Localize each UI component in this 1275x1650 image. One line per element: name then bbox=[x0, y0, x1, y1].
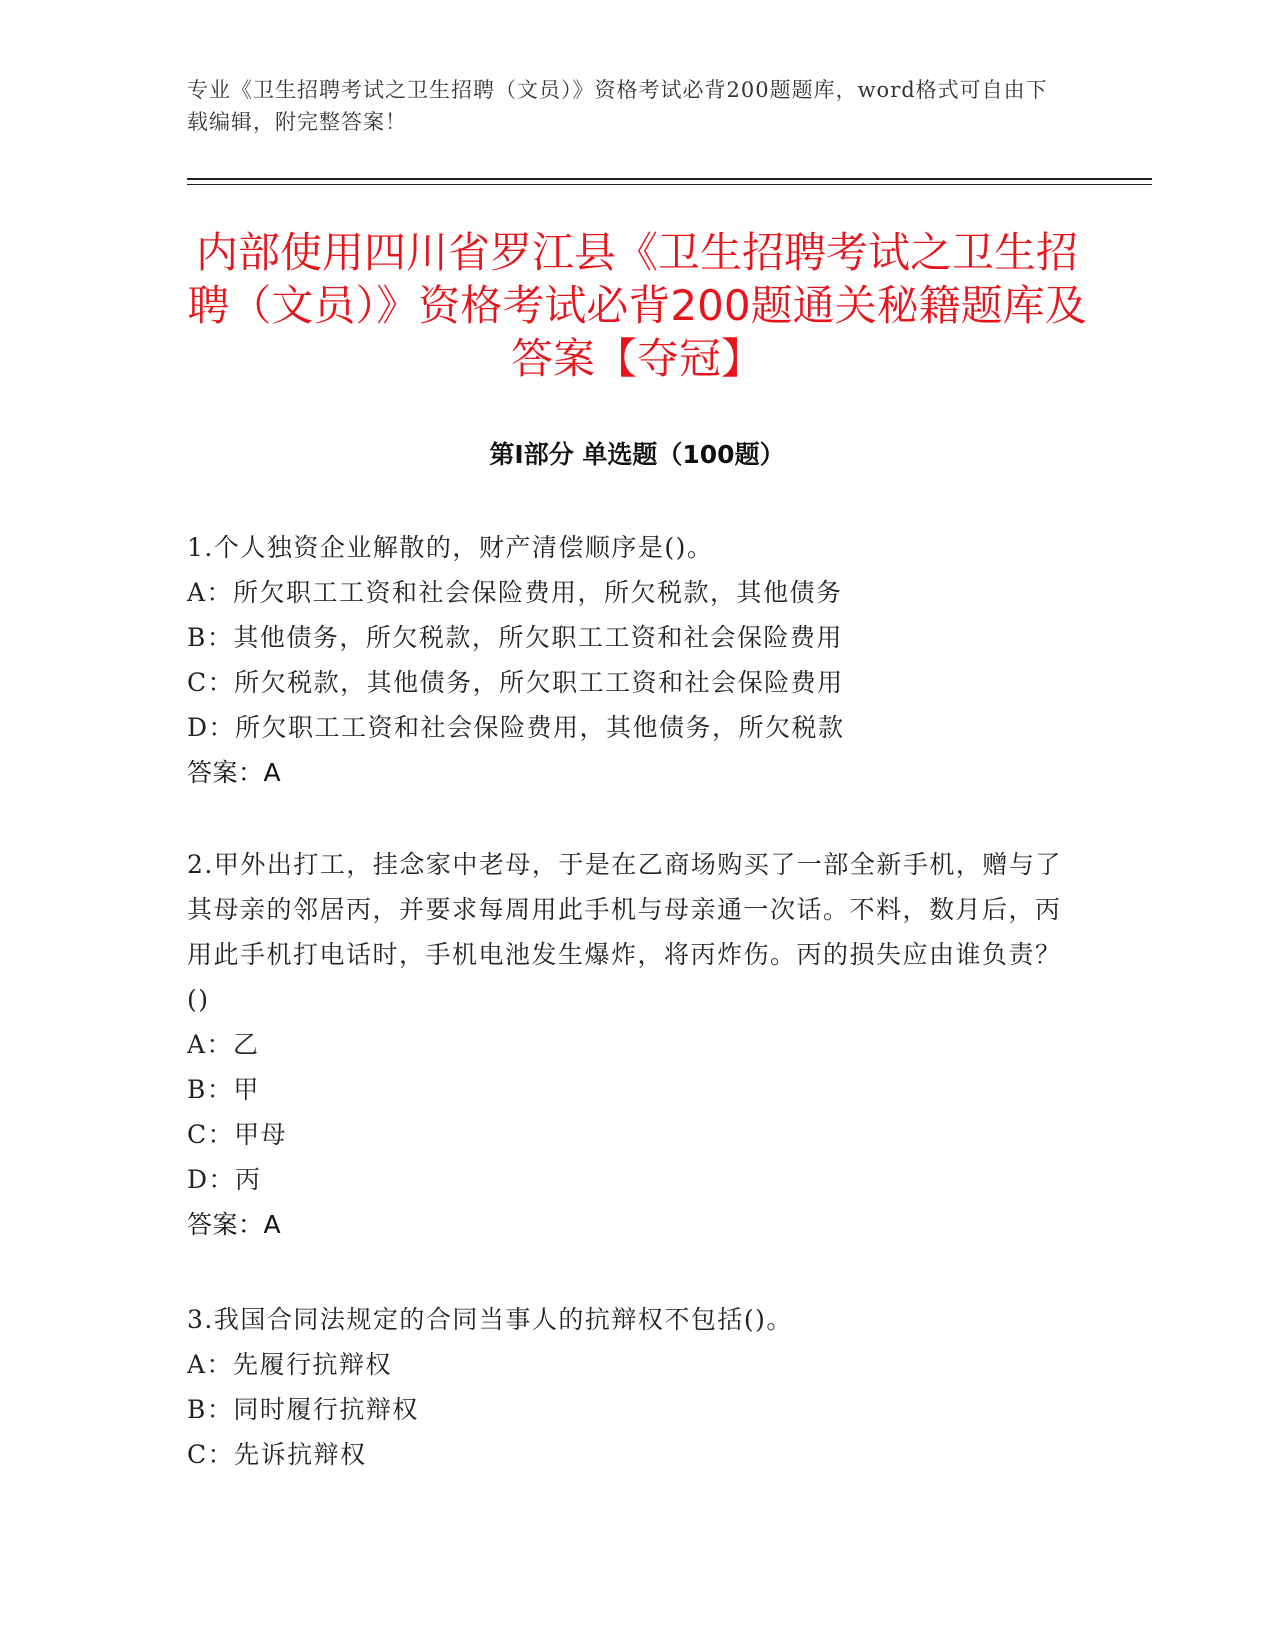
question-stem: 3.我国合同法规定的合同当事人的抗辩权不包括()。 bbox=[187, 1305, 793, 1334]
document-title: 内部使用四川省罗江县《卫生招聘考试之卫生招聘（文员）》资格考试必背200题通关秘籍题库及答案【夺冠】 bbox=[187, 228, 1087, 383]
header-divider-thick bbox=[187, 178, 1152, 180]
option-d: D：丙 bbox=[187, 1165, 262, 1194]
question-stem: 1.个人独资企业解散的，财产清偿顺序是()。 bbox=[187, 533, 714, 562]
option-c: C：先诉抗辩权 bbox=[187, 1440, 367, 1469]
option-a: A：乙 bbox=[187, 1030, 260, 1059]
question-2 bbox=[187, 842, 1067, 1247]
header-note: 专业《卫生招聘考试之卫生招聘（文员）》资格考试必背200题题库，word格式可自由下载编辑，附完整答案！ bbox=[187, 78, 1048, 134]
option-a: A：所欠职工工资和社会保险费用，所欠税款，其他债务 bbox=[187, 578, 843, 607]
section-heading: 第I部分 单选题（100题） bbox=[489, 440, 785, 469]
question-1 bbox=[187, 525, 1067, 795]
option-c: C：所欠税款，其他债务，所欠职工工资和社会保险费用 bbox=[187, 668, 844, 697]
header-divider-thin bbox=[187, 184, 1152, 185]
option-b: B：其他债务，所欠税款，所欠职工工资和社会保险费用 bbox=[187, 623, 843, 652]
option-b: B：同时履行抗辩权 bbox=[187, 1395, 419, 1424]
option-d: D：所欠职工工资和社会保险费用，其他债务，所欠税款 bbox=[187, 713, 845, 742]
option-c: C：甲母 bbox=[187, 1120, 288, 1149]
question-stem: 2.甲外出打工，挂念家中老母，于是在乙商场购买了一部全新手机，赠与了其母亲的邻居丙，并要求每周用此手机与母亲通一次话。不料，数月后，丙用此手机打电话时，手机电池发生爆炸，将丙炸伤。丙的损失应由谁负责？() bbox=[187, 850, 1062, 1014]
answer-line: 答案：A bbox=[187, 758, 282, 787]
option-a: A：先履行抗辩权 bbox=[187, 1350, 393, 1379]
question-3 bbox=[187, 1297, 1067, 1477]
answer-line: 答案：A bbox=[187, 1210, 282, 1239]
option-b: B：甲 bbox=[187, 1075, 260, 1104]
